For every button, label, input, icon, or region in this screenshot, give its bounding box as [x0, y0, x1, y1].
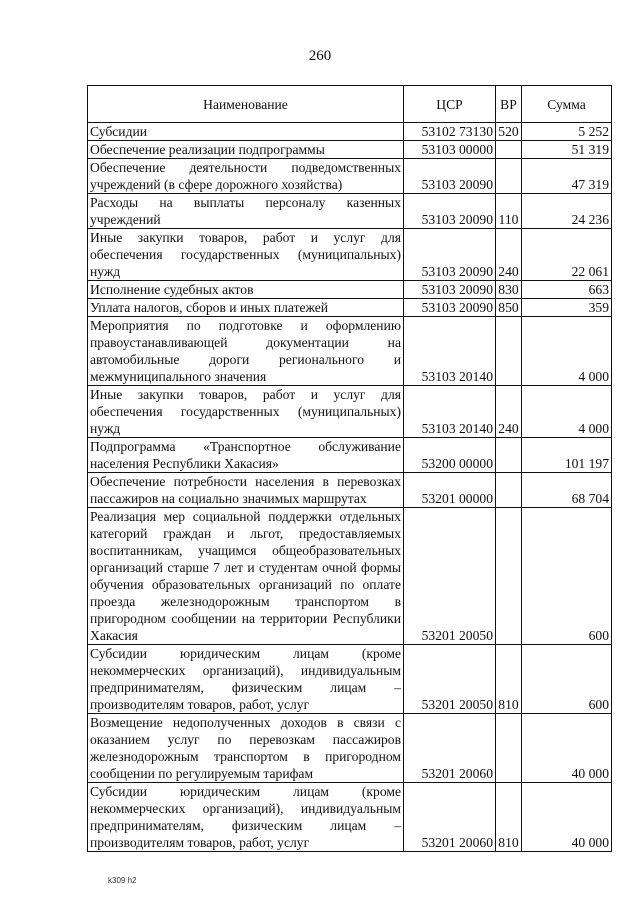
table-row	[88, 386, 612, 438]
table-row	[88, 194, 612, 229]
row-vr: 810	[496, 645, 522, 714]
table-row	[88, 281, 612, 299]
header-name: Наименование	[88, 86, 404, 123]
table-header-row	[88, 86, 612, 123]
budget-table	[87, 85, 612, 852]
row-sum: 101 197	[522, 438, 612, 473]
row-name: Реализация мер социальной поддержки отдельных категорий граждан и льгот, предоставляемых воспитанникам, учащимся общеобразовательных организаций старше 7 лет и студентам очной формы обучения образовательных организаций по оплате проезда железнодорожным транспортом в пригородном сообщении на территории Республики Хакасия	[88, 508, 404, 645]
row-name: Расходы на выплаты персоналу казенных учреждений	[88, 194, 404, 229]
table-row	[88, 317, 612, 386]
row-sum: 5 252	[522, 123, 612, 141]
row-name: Иные закупки товаров, работ и услуг для обеспечения государственных (муниципальных) нужд	[88, 229, 404, 281]
row-sum: 600	[522, 508, 612, 645]
row-name: Подпрограмма «Транспортное обслуживание населения Республики Хакасия»	[88, 438, 404, 473]
row-vr: 520	[496, 123, 522, 141]
row-vr: 810	[496, 783, 522, 852]
row-name: Иные закупки товаров, работ и услуг для обеспечения государственных (муниципальных) нужд	[88, 386, 404, 438]
row-csr: 53201 00000	[404, 473, 496, 508]
row-vr	[496, 317, 522, 386]
header-csr: ЦСР	[404, 86, 496, 123]
row-sum: 359	[522, 299, 612, 317]
row-name: Субсидии	[88, 123, 404, 141]
row-csr: 53103 20090	[404, 229, 496, 281]
table-row	[88, 159, 612, 194]
row-sum: 47 319	[522, 159, 612, 194]
row-vr	[496, 438, 522, 473]
row-sum: 40 000	[522, 714, 612, 783]
row-sum: 600	[522, 645, 612, 714]
row-csr: 53103 20090	[404, 281, 496, 299]
row-csr: 53103 20090	[404, 299, 496, 317]
row-name: Исполнение судебных актов	[88, 281, 404, 299]
footer-stamp: k309 h2	[108, 876, 137, 885]
row-csr: 53103 20140	[404, 386, 496, 438]
row-sum: 22 061	[522, 229, 612, 281]
table-row	[88, 473, 612, 508]
header-sum: Сумма	[522, 86, 612, 123]
table-row	[88, 714, 612, 783]
row-vr: 110	[496, 194, 522, 229]
row-name: Обеспечение деятельности подведомственных учреждений (в сфере дорожного хозяйства)	[88, 159, 404, 194]
row-vr	[496, 159, 522, 194]
table-row	[88, 438, 612, 473]
header-vr: ВР	[496, 86, 522, 123]
row-vr: 850	[496, 299, 522, 317]
page-number: 260	[308, 48, 332, 64]
row-sum: 68 704	[522, 473, 612, 508]
row-vr	[496, 141, 522, 159]
row-sum: 24 236	[522, 194, 612, 229]
row-csr: 53103 20090	[404, 194, 496, 229]
row-vr	[496, 473, 522, 508]
row-name: Уплата налогов, сборов и иных платежей	[88, 299, 404, 317]
row-name: Обеспечение реализации подпрограммы	[88, 141, 404, 159]
row-csr: 53201 20060	[404, 783, 496, 852]
table-row	[88, 645, 612, 714]
row-vr: 240	[496, 229, 522, 281]
row-csr: 53103 20090	[404, 159, 496, 194]
row-csr: 53201 20050	[404, 508, 496, 645]
row-csr: 53103 20140	[404, 317, 496, 386]
row-name: Субсидии юридическим лицам (кроме некоммерческих организаций), индивидуальным предпринимателям, физическим лицам – производителям товаров, работ, услуг	[88, 783, 404, 852]
row-sum: 4 000	[522, 386, 612, 438]
row-name: Мероприятия по подготовке и оформлению правоустанавливающей документации на автомобильные дороги регионального и межмуниципального значения	[88, 317, 404, 386]
row-sum: 51 319	[522, 141, 612, 159]
row-csr: 53201 20060	[404, 714, 496, 783]
table-row	[88, 123, 612, 141]
row-sum: 4 000	[522, 317, 612, 386]
row-vr	[496, 714, 522, 783]
row-vr: 830	[496, 281, 522, 299]
row-csr: 53103 00000	[404, 141, 496, 159]
table-row	[88, 229, 612, 281]
row-vr	[496, 508, 522, 645]
row-csr: 53102 73130	[404, 123, 496, 141]
table-row	[88, 508, 612, 645]
row-name: Субсидии юридическим лицам (кроме некоммерческих организаций), индивидуальным предпринимателям, физическим лицам – производителям товаров, работ, услуг	[88, 645, 404, 714]
row-name: Обеспечение потребности населения в перевозках пассажиров на социально значимых маршрутах	[88, 473, 404, 508]
table-row	[88, 299, 612, 317]
row-csr: 53200 00000	[404, 438, 496, 473]
row-sum: 40 000	[522, 783, 612, 852]
row-name: Возмещение недополученных доходов в связи с оказанием услуг по перевозкам пассажиров железнодорожным транспортом в пригородном сообщении по регулируемым тарифам	[88, 714, 404, 783]
table-row	[88, 141, 612, 159]
table-row	[88, 783, 612, 852]
row-sum: 663	[522, 281, 612, 299]
row-csr: 53201 20050	[404, 645, 496, 714]
row-vr: 240	[496, 386, 522, 438]
